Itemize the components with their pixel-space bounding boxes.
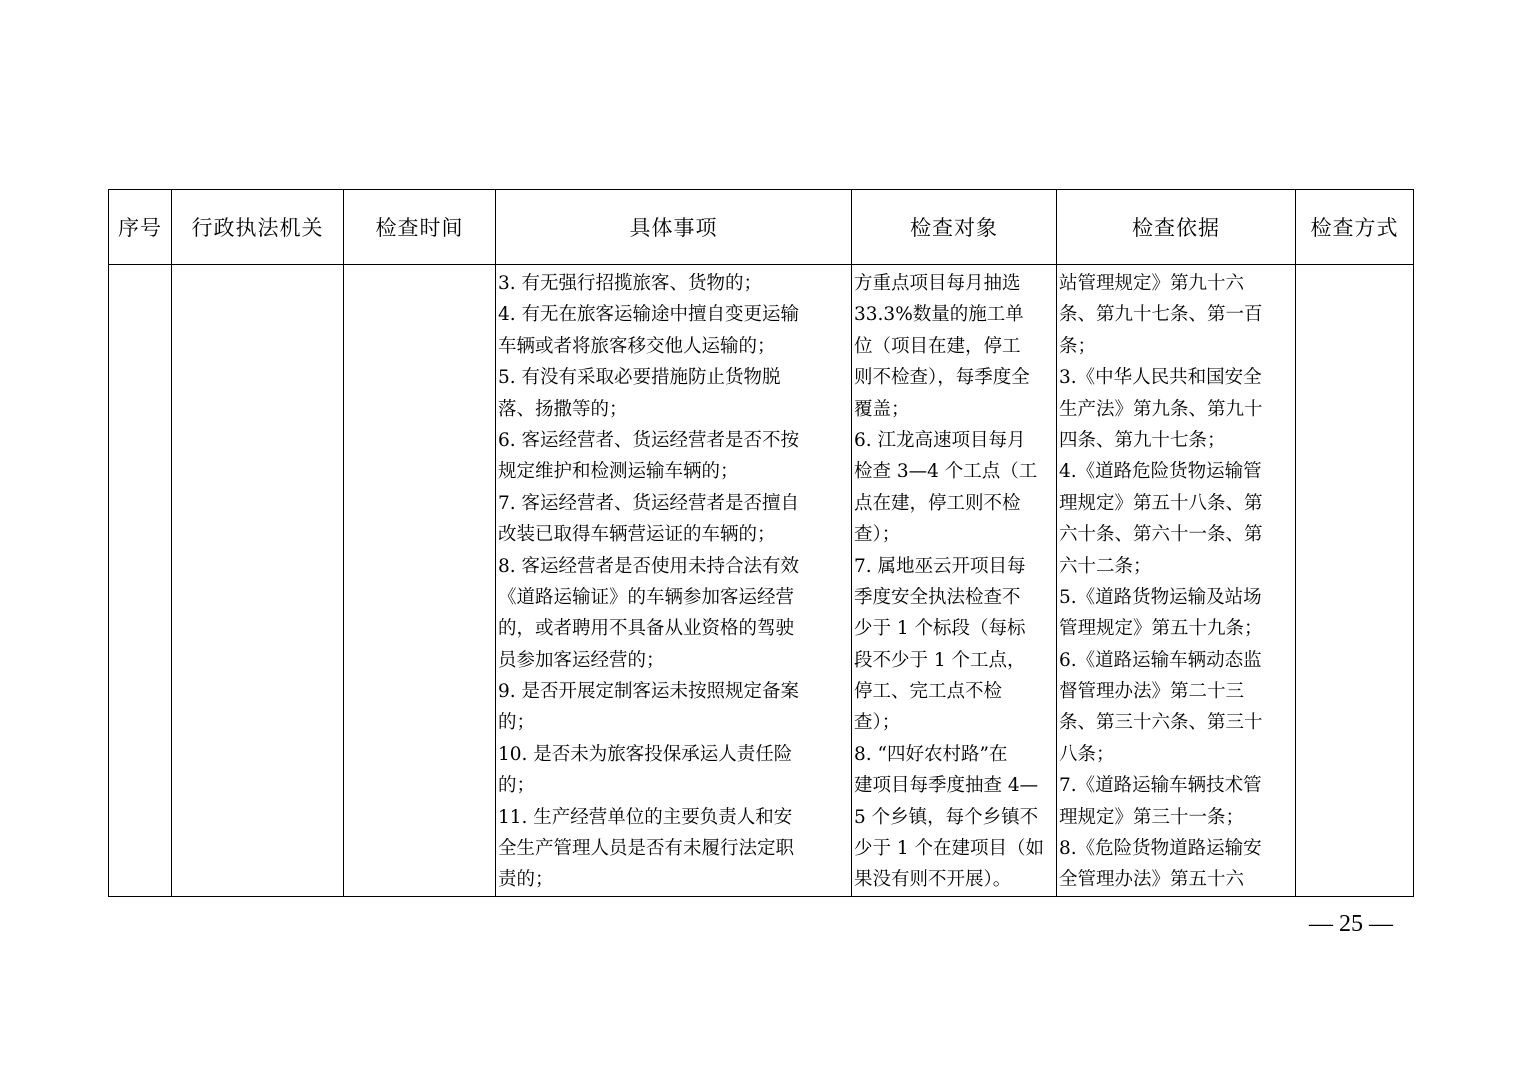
text-line: 管理规定》第五十九条； [1059,618,1263,640]
header-time: 检查时间 [344,190,496,265]
text-line: 八条； [1059,743,1115,765]
header-method: 检查方式 [1296,190,1414,265]
objects-lines [852,265,1056,896]
text-line: 条； [1059,335,1097,357]
text-line: 六十二条； [1059,555,1152,577]
text-line: 全生产管理人员是否有未履行法定职 [498,838,795,860]
matters-lines [496,265,851,896]
text-line: 5. 有没有采取必要措施防止货物脱 [498,367,781,389]
text-line: 5.《道路货物运输及站场 [1059,586,1262,608]
header-serial: 序号 [109,190,172,265]
text-line: 5 个乡镇，每个乡镇不 [854,806,1039,828]
text-line: 8. “四好农村路”在 [854,743,1008,765]
cell-matters [496,265,852,897]
cell-agency [172,265,344,897]
text-line: 少于 1 个在建项目（如 [854,838,1045,860]
text-line: 段不少于 1 个工点， [854,649,1026,671]
text-line: 6.《道路运输车辆动态监 [1059,649,1262,671]
text-line: 车辆或者将旅客移交他人运输的； [498,335,776,357]
text-line: 7. 属地巫云开项目每 [854,555,1026,577]
text-line: 8. 客运经营者是否使用未持合法有效 [498,555,800,577]
text-line: 少于 1 个标段（每标 [854,618,1026,640]
text-line: 四条、第九十七条； [1059,429,1226,451]
text-line: 建项目每季度抽查 4— [854,775,1039,797]
text-line: 6. 客运经营者、货运经营者是否不按 [498,429,800,451]
text-line: 果没有则不开展）。 [854,869,1012,891]
text-line: 则不检查），每季度全 [854,367,1030,389]
text-line: 停工、完工点不检 [854,681,1003,703]
text-line: 的，或者聘用不具备从业资格的驾驶 [498,618,795,640]
basis-lines [1057,265,1295,896]
cell-method [1296,265,1414,897]
text-line: 季度安全执法检查不 [854,586,1021,608]
text-line: 11. 生产经营单位的主要负责人和安 [498,806,793,828]
text-line: 生产法》第九条、第九十 [1059,398,1263,420]
text-line: 理规定》第五十八条、第 [1059,492,1263,514]
text-line: 查）； [854,524,901,546]
text-line: 3.《中华人民共和国安全 [1059,367,1262,389]
text-line: 10. 是否未为旅客投保承运人责任险 [498,743,793,765]
header-matters: 具体事项 [496,190,852,265]
text-line: 员参加客运经营的； [498,649,665,671]
cell-basis [1057,265,1296,897]
text-line: 条、第三十六条、第三十 [1059,712,1263,734]
text-line: 33.3%数量的施工单 [854,304,1024,326]
cell-time [344,265,496,897]
text-line: 的； [498,712,536,734]
text-line: 《道路运输证》的车辆参加客运经营 [498,586,795,608]
text-line: 站管理规定》第九十六 [1059,273,1245,294]
text-line: 督管理办法》第二十三 [1059,681,1245,703]
header-basis: 检查依据 [1057,190,1296,265]
text-line: 改装已取得车辆营运证的车辆的； [498,524,776,546]
text-line: 7. 客运经营者、货运经营者是否擅自 [498,492,800,514]
page-number: — 25 — [1309,911,1393,937]
text-line: 落、扬撒等的； [498,398,628,420]
text-line: 6. 江龙高速项目每月 [854,429,1026,451]
cell-serial [109,265,172,897]
text-line: 点在建，停工则不检 [854,492,1021,514]
text-line: 3. 有无强行招揽旅客、货物的； [498,273,763,294]
text-line: 条、第九十七条、第一百 [1059,304,1263,326]
header-objects: 检查对象 [852,190,1057,265]
text-line: 位（项目在建，停工 [854,335,1021,357]
text-line: 的； [498,775,536,797]
text-line: 六十条、第六十一条、第 [1059,524,1263,546]
text-line: 8.《危险货物道路运输安 [1059,838,1262,860]
text-line: 检查 3—4 个工点（工 [854,461,1038,483]
cell-objects [852,265,1057,897]
text-line: 全管理办法》第五十六 [1059,869,1245,891]
text-line: 9. 是否开展定制客运未按照规定备案 [498,681,800,703]
table-row [109,265,1414,897]
inspection-table [108,189,1414,897]
header-agency: 行政执法机关 [172,190,344,265]
text-line: 方重点项目每月抽选 [854,273,1021,294]
text-line: 4.《道路危险货物运输管 [1059,461,1262,483]
text-line: 7.《道路运输车辆技术管 [1059,775,1262,797]
text-line: 查）； [854,712,901,734]
text-line: 理规定》第三十一条； [1059,806,1245,828]
text-line: 责的； [498,869,554,891]
header-row [109,190,1414,265]
text-line: 4. 有无在旅客运输途中擅自变更运输 [498,304,800,326]
text-line: 规定维护和检测运输车辆的； [498,461,739,483]
text-line: 覆盖； [854,398,910,420]
